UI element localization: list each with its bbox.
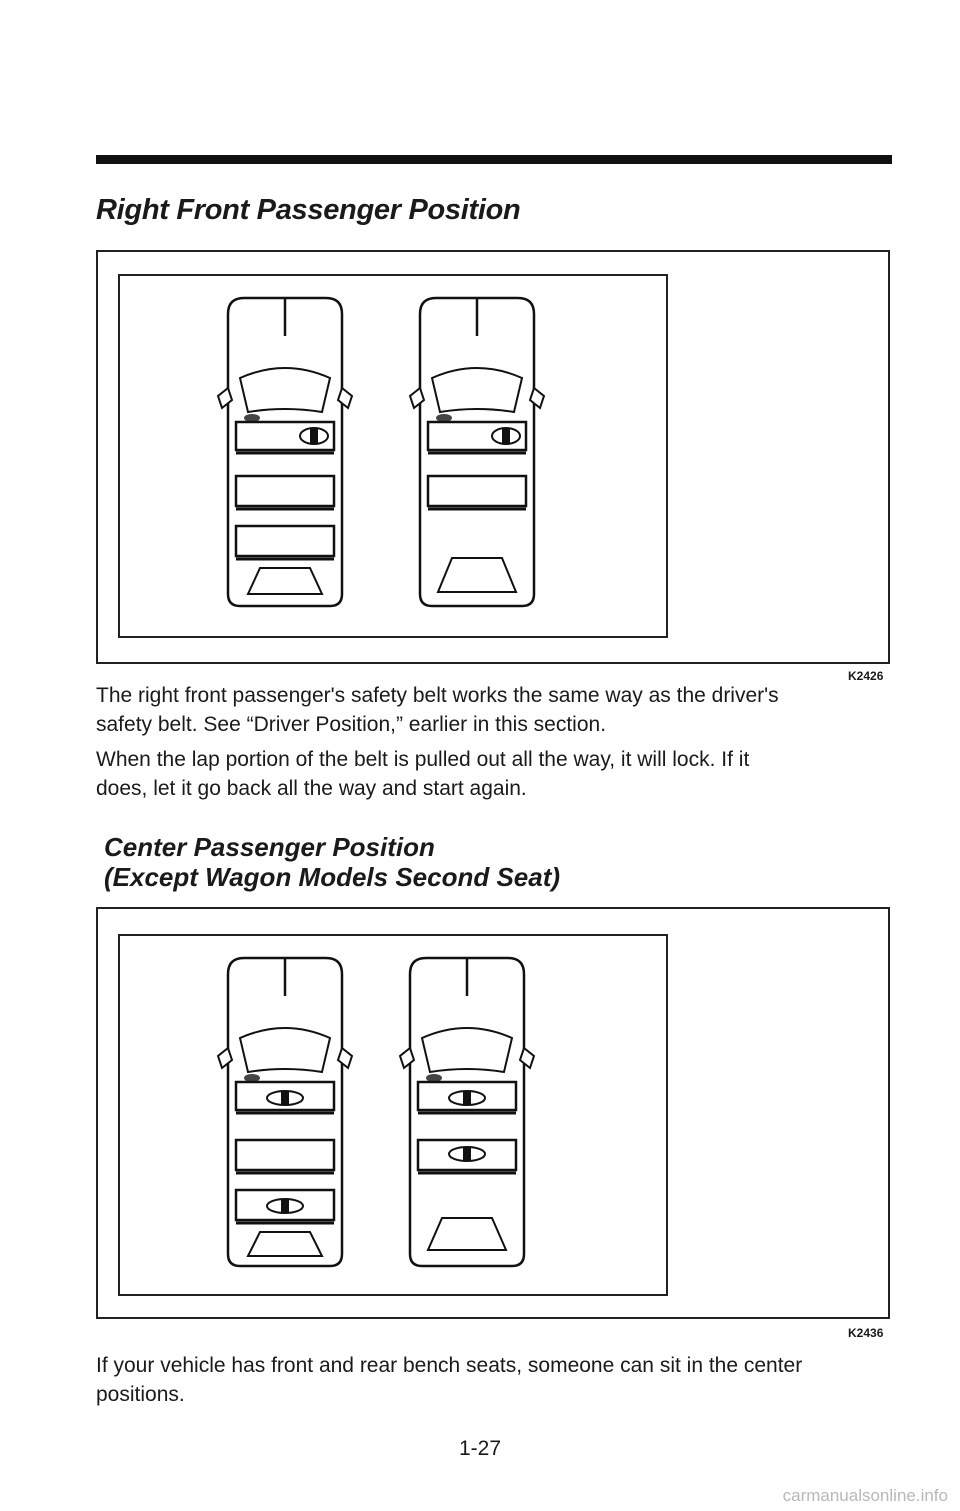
seatbelt-buckle-icon [449,1147,485,1161]
figure-right-front-passenger [96,250,890,683]
vehicle-diagram [120,276,666,636]
top-rule [96,155,892,164]
van-diagram-right [410,298,544,606]
seatbelt-buckle-icon [449,1091,485,1105]
figure-code: K2436 [848,1326,884,1340]
van-diagram-left [218,298,352,606]
seatbelt-buckle-icon [300,428,328,444]
figure-inner-frame [118,274,668,638]
vehicle-diagram [120,936,666,1294]
paragraph-center-seats: If your vehicle has front and rear bench seats, someone can sit in the center positions. [96,1354,803,1406]
paragraph-right-front: The right front passenger's safety belt works the same way as the driver's safety belt. See “Driver Position,” earlier in this section. [96,684,779,736]
van-diagram-left [218,958,352,1266]
paragraph-lap-lock: When the lap portion of the belt is pulled out all the way, it will lock. If it does, let it go back all the way and start again. [96,748,750,800]
figure-inner-frame [118,934,668,1296]
seatbelt-buckle-icon [492,428,520,444]
page-number: 1-27 [458,1437,502,1460]
van-diagram-right [400,958,534,1266]
seatbelt-buckle-icon [267,1199,303,1213]
watermark: carmanualsonline.info [782,1486,948,1505]
section-heading-center: Center Passenger Position (Except Wagon Models Second Seat) [104,832,561,892]
seatbelt-buckle-icon [267,1091,303,1105]
figure-center-passenger [96,907,890,1340]
section-heading-right-front: Right Front Passenger Position [96,194,521,226]
figure-code: K2426 [848,669,884,683]
